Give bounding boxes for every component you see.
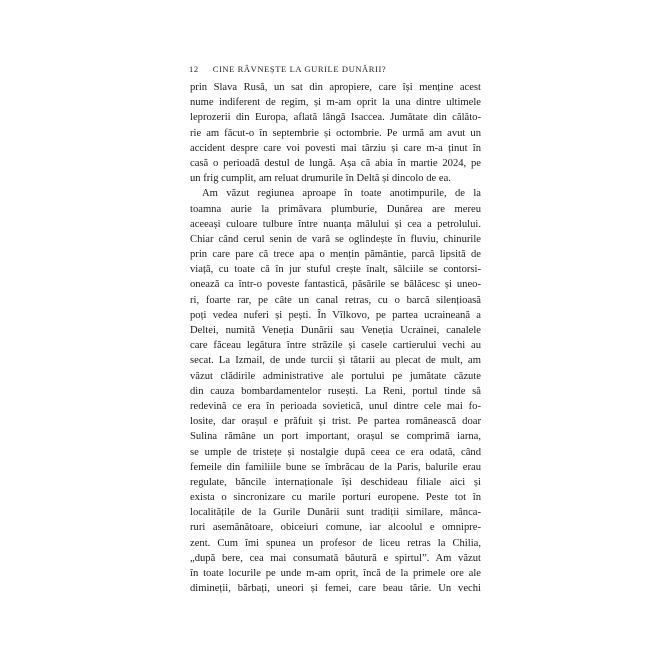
text-line: din cauza bombardamentelor rusești. La Reni, portul tinde să [190, 385, 481, 397]
text-line: zent. Cum îmi spunea un profesor de liceu retras la Chilia, [190, 537, 481, 549]
text-line: prin Slava Rusă, un sat din apropiere, care își menține acest [190, 82, 481, 93]
text-line: casă o perioadă destul de lungă. Așa că abia în martie 2024, pe [190, 157, 481, 169]
text-line: viață, cu toate că în jur stuful crește înalt, sălciile se contorsi- [190, 264, 481, 276]
page-number: 12 [189, 64, 199, 74]
text-line: accident despre care voi povesti mai târziu și care m-a ținut în [190, 142, 481, 154]
text-line: exista o sincronizare cu marile porturi europene. Peste tot în [190, 492, 481, 504]
text-line: Deltei, numită Veneția Dunării sau Veneția Ucrainei, canalele [190, 325, 481, 336]
text-line: dimineții, bărbați, uneori și femei, care beau tărie. Un vechi [190, 583, 481, 595]
text-line: prin care pare că trece apa o mențin pământie, parcă lipsită de [190, 249, 481, 261]
text-line: regulate, băncile internaționale își deschideau filiale aici și [190, 476, 481, 488]
paragraph [190, 186, 481, 596]
text-line: poți vedea nuferi și pești. În Vîlkovo, pe partea ucraineană a [190, 309, 481, 321]
text-line: secat. La Izmail, de unde turcii și tătarii au plecat de mult, am [190, 355, 481, 367]
text-line: ruri asemănătoare, obiceiuri comune, iar alcoolul e omnipre- [190, 522, 481, 534]
text-line: se umple de tristețe și nostalgie după ceea ce era odată, când [190, 446, 481, 458]
text-line: aceeași culoare tulbure între nuanța mâlului și cea a petrolului. [190, 218, 481, 230]
text-line: un frig cumplit, am reluat drumurile în Deltă și dincolo de ea. [190, 173, 451, 185]
text-line: localitățile de la Gurile Dunării sunt tradiții similare, mânca- [190, 507, 481, 519]
text-line: redevină ce era în perioada sovietică, unul dintre cele mai fo- [190, 400, 481, 412]
chapter-title: CINE RÂVNEȘTE LA GURILE DUNĂRII? [212, 64, 387, 74]
text-line: ri, foarte rar, pe câte un canal retras, cu o barcă silențioasă [190, 294, 481, 306]
paragraph [190, 80, 481, 186]
text-line: Sulina rămâne un port important, orașul se comprimă iarna, [190, 431, 481, 443]
text-line: nume indiferent de regim, și m-am oprit la una dintre ultimele [190, 97, 481, 109]
text-line: femeile din familiile bune se îmbrăcau de la Paris, balurile erau [190, 461, 481, 473]
text-line: Chiar când cerul senin de vară se oglindește în fluviu, chinurile [190, 233, 481, 245]
body-text [190, 80, 481, 596]
text-line: rie am făcut-o în septembrie și octombrie. Pe urmă am avut un [190, 127, 481, 139]
text-line: Am văzut regiunea aproape în toate anotimpurile, de la [202, 188, 481, 200]
text-line: losite, dar orașul e prăfuit și trist. Pe partea românească doar [190, 416, 481, 428]
text-line: văzut clădirile administrative ale portului pe jumătate căzute [190, 370, 481, 382]
text-line: leprozerii din Europa, aflată lângă Isaccea. Jumătate din călăto- [190, 112, 481, 124]
text-line: care făceau legătura între străzile și casele cartierului vechi au [190, 340, 481, 352]
text-line: în toate locurile pe unde m-am oprit, încă de la primele ore ale [190, 568, 481, 579]
text-line: toamna aurie la primăvara plumburie, Dunărea are mereu [190, 203, 481, 215]
running-head [189, 64, 386, 74]
text-line: onează ca într-o poveste fantastică, păsările se bălăcesc și uneo- [190, 279, 481, 291]
text-line: „după bere, cea mai consumată băutură e spirtul”. Am văzut [190, 552, 481, 564]
